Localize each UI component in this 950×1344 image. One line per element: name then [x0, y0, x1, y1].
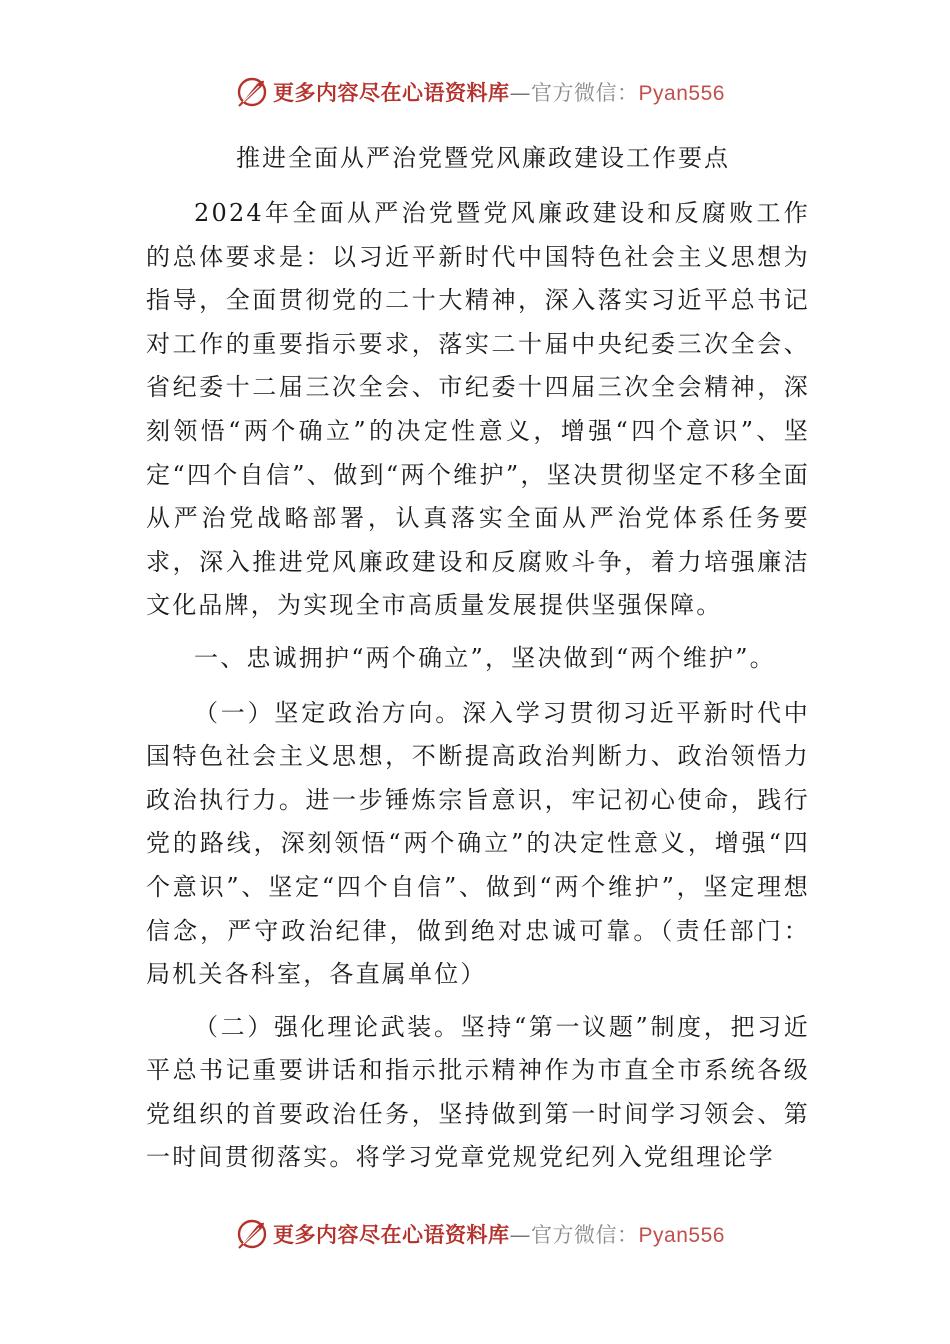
section-heading-1: 一、忠诚拥护“两个确立”，坚决做到“两个维护”。 — [194, 643, 776, 672]
banner-content — [235, 1217, 725, 1251]
paragraph-intro: 2024年全面从严治党暨党风廉政建设和反腐败工作的总体要求是：以习近平新时代中国特色社会主义思想为指导，全面贯彻党的二十大精神，深入落实习近平总书记对工作的重要指示要求，落实二十届中央纪委三次全会、省纪委十二届三次全会、市纪委十四届三次全会精神，深刻领悟“两个确立”的决定性意义，增强“四个意识”、坚定“四个自信”、做到“两个维护”，坚决贯彻坚定不移全面从严治党战略部署，认真落实全面从严治党体系任务要求，深入推进党风廉政建设和反腐败斗争，着力培强廉洁文化品牌，为实现全市高质量发展提供坚强保障。 — [146, 199, 810, 620]
banner-text — [273, 77, 725, 107]
quill-logo-icon — [235, 75, 269, 109]
quill-logo-icon — [235, 1217, 269, 1251]
banner-wechat-id: Pyan556 — [638, 1224, 725, 1247]
banner-brand: 更多内容尽在心语资料库 — [273, 1223, 510, 1247]
banner-separator: — — [509, 81, 532, 105]
banner-label: 官方微信： — [531, 81, 639, 105]
document-body — [146, 138, 810, 1189]
banner-text — [273, 1219, 725, 1249]
banner-separator: — — [509, 1223, 532, 1247]
paragraph-item-1: （一）坚定政治方向。深入学习贯彻习近平新时代中国特色社会主义思想，不断提高政治判断力、政治领悟力政治执行力。进一步锤炼宗旨意识，牢记初心使命，践行党的路线，深刻领悟“两个确立”的决定性意义，增强“四个意识”、坚定“四个自信”、做到“两个维护”，坚定理想信念，严守政治纪律，做到绝对忠诚可靠。（责任部门：局机关各科室，各直属单位） — [146, 698, 810, 989]
paragraph-item-2: （二）强化理论武装。坚持“第一议题”制度，把习近平总书记重要讲话和指示批示精神作为市直全市系统各级党组织的首要政治任务，坚持做到第一时间学习领会、第一时间贯彻落实。将学习党章党规党纪列入党组理论学 — [146, 1012, 810, 1172]
header-banner — [0, 72, 950, 112]
banner-label: 官方微信： — [531, 1223, 639, 1247]
document-title: 推进全面从严治党暨党风廉政建设工作要点 — [236, 144, 730, 172]
banner-content — [235, 75, 725, 109]
banner-wechat-id: Pyan556 — [638, 82, 725, 105]
footer-banner — [0, 1214, 950, 1254]
banner-brand: 更多内容尽在心语资料库 — [273, 81, 510, 105]
